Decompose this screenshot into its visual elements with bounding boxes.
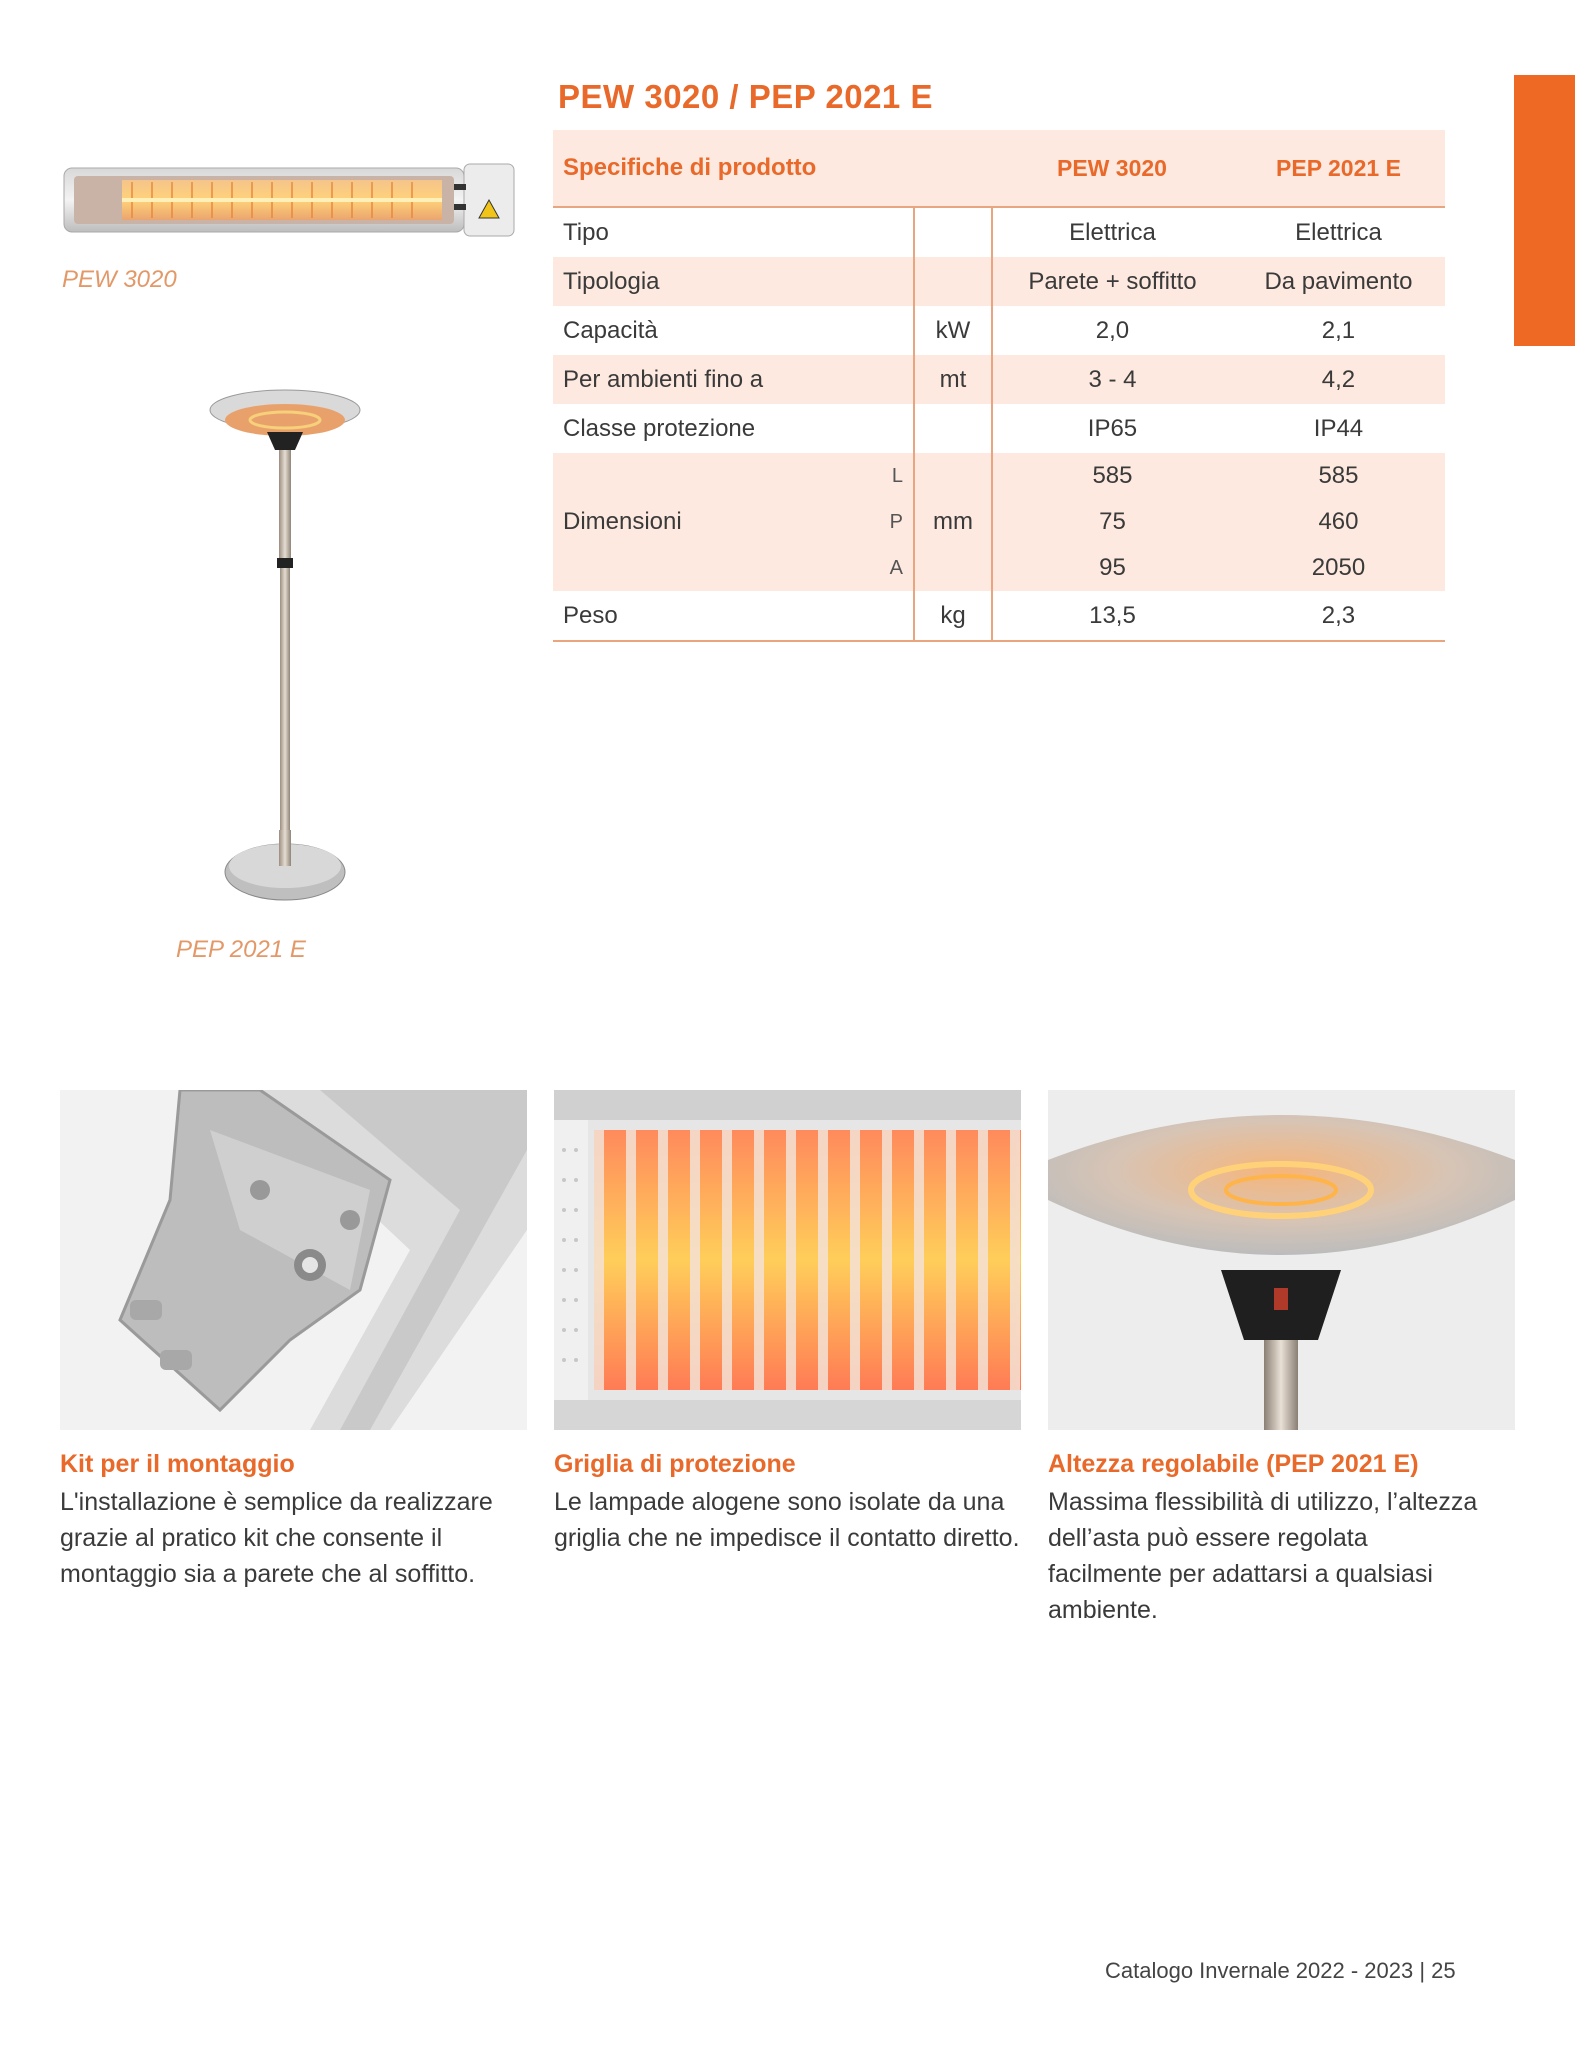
floor-heater-image [205, 380, 365, 910]
feature-title-grid: Griglia di protezione [554, 1450, 796, 1478]
row-label: Capacità [563, 316, 658, 344]
value-pew: Elettrica [1069, 218, 1156, 246]
floor-heater-label: PEP 2021 E [176, 936, 306, 963]
feature-text-height: Massima flessibilità di utilizzo, l’altezza dell’asta può essere regolata facilmente per adattarsi a qualsiasi ambiente. [1048, 1488, 1478, 1624]
feature-title-height: Altezza regolabile (PEP 2021 E) [1048, 1450, 1419, 1478]
dim-sub-label: A [873, 545, 914, 591]
feature-title-mounting: Kit per il montaggio [60, 1450, 295, 1478]
value-pew: 585 [992, 453, 1232, 499]
dim-sub-label: L [873, 453, 914, 499]
spec-header-pew: PEW 3020 [992, 130, 1232, 207]
row-label: Peso [553, 591, 914, 641]
value-pep: 460 [1232, 499, 1445, 545]
row-unit: mt [914, 355, 992, 404]
value-pep: Da pavimento [1232, 257, 1445, 306]
value-pep: 2050 [1232, 545, 1445, 591]
value-pew: 3 - 4 [992, 355, 1232, 404]
value-pew: 2,0 [1095, 316, 1130, 344]
row-unit [914, 257, 992, 306]
spec-header: Specifiche di prodotto [553, 130, 914, 207]
page-title: PEW 3020 / PEP 2021 E [558, 78, 933, 115]
wall-heater-label: PEW 3020 [62, 266, 177, 293]
row-label: Tipo [563, 218, 609, 246]
value-pew: 95 [992, 545, 1232, 591]
value-pep: IP44 [1313, 414, 1364, 442]
row-label: Classe protezione [563, 414, 756, 442]
value-pew: 13,5 [992, 591, 1232, 641]
value-pep: 2,3 [1232, 591, 1445, 641]
row-unit [914, 404, 992, 453]
row-label: Tipologia [553, 257, 914, 306]
table-row [553, 404, 1445, 453]
spec-header-pep: PEP 2021 E [1232, 130, 1445, 207]
spec-header-unit [914, 130, 992, 207]
value-pew: IP65 [1087, 414, 1138, 442]
row-unit: kg [914, 591, 992, 641]
feature-text-grid: Le lampade alogene sono isolate da una griglia che ne impedisce il contatto diretto. [554, 1488, 1020, 1552]
feature-text-mounting: L'installazione è semplice da realizzare grazie al pratico kit che consente il montaggio sia a parete che al soffitto. [60, 1488, 493, 1588]
mounting-kit-photo [60, 1090, 527, 1430]
protective-grid-photo [554, 1090, 1021, 1430]
row-unit [914, 207, 992, 257]
table-row [553, 591, 1445, 641]
table-row [553, 306, 1445, 355]
value-pep: 2,1 [1321, 316, 1356, 344]
value-pep: 4,2 [1232, 355, 1445, 404]
value-pep: 585 [1232, 453, 1445, 499]
value-pep: Elettrica [1295, 218, 1382, 246]
dim-sub-label: P [873, 499, 914, 545]
value-pew: Parete + soffitto [992, 257, 1232, 306]
page-footer: Catalogo Invernale 2022 - 2023 | 25 [1105, 1958, 1456, 1983]
adjustable-height-photo [1048, 1090, 1515, 1430]
table-row [553, 453, 1445, 499]
spec-table [553, 130, 1445, 642]
row-label: Dimensioni [553, 453, 873, 591]
value-pew: 75 [992, 499, 1232, 545]
section-tab-marker [1514, 75, 1575, 346]
row-label: Per ambienti fino a [553, 355, 914, 404]
row-unit: mm [914, 453, 992, 591]
row-unit: kW [914, 306, 992, 355]
wall-heater-image [62, 158, 517, 242]
table-row [553, 355, 1445, 404]
table-row [553, 207, 1445, 257]
table-row [553, 257, 1445, 306]
